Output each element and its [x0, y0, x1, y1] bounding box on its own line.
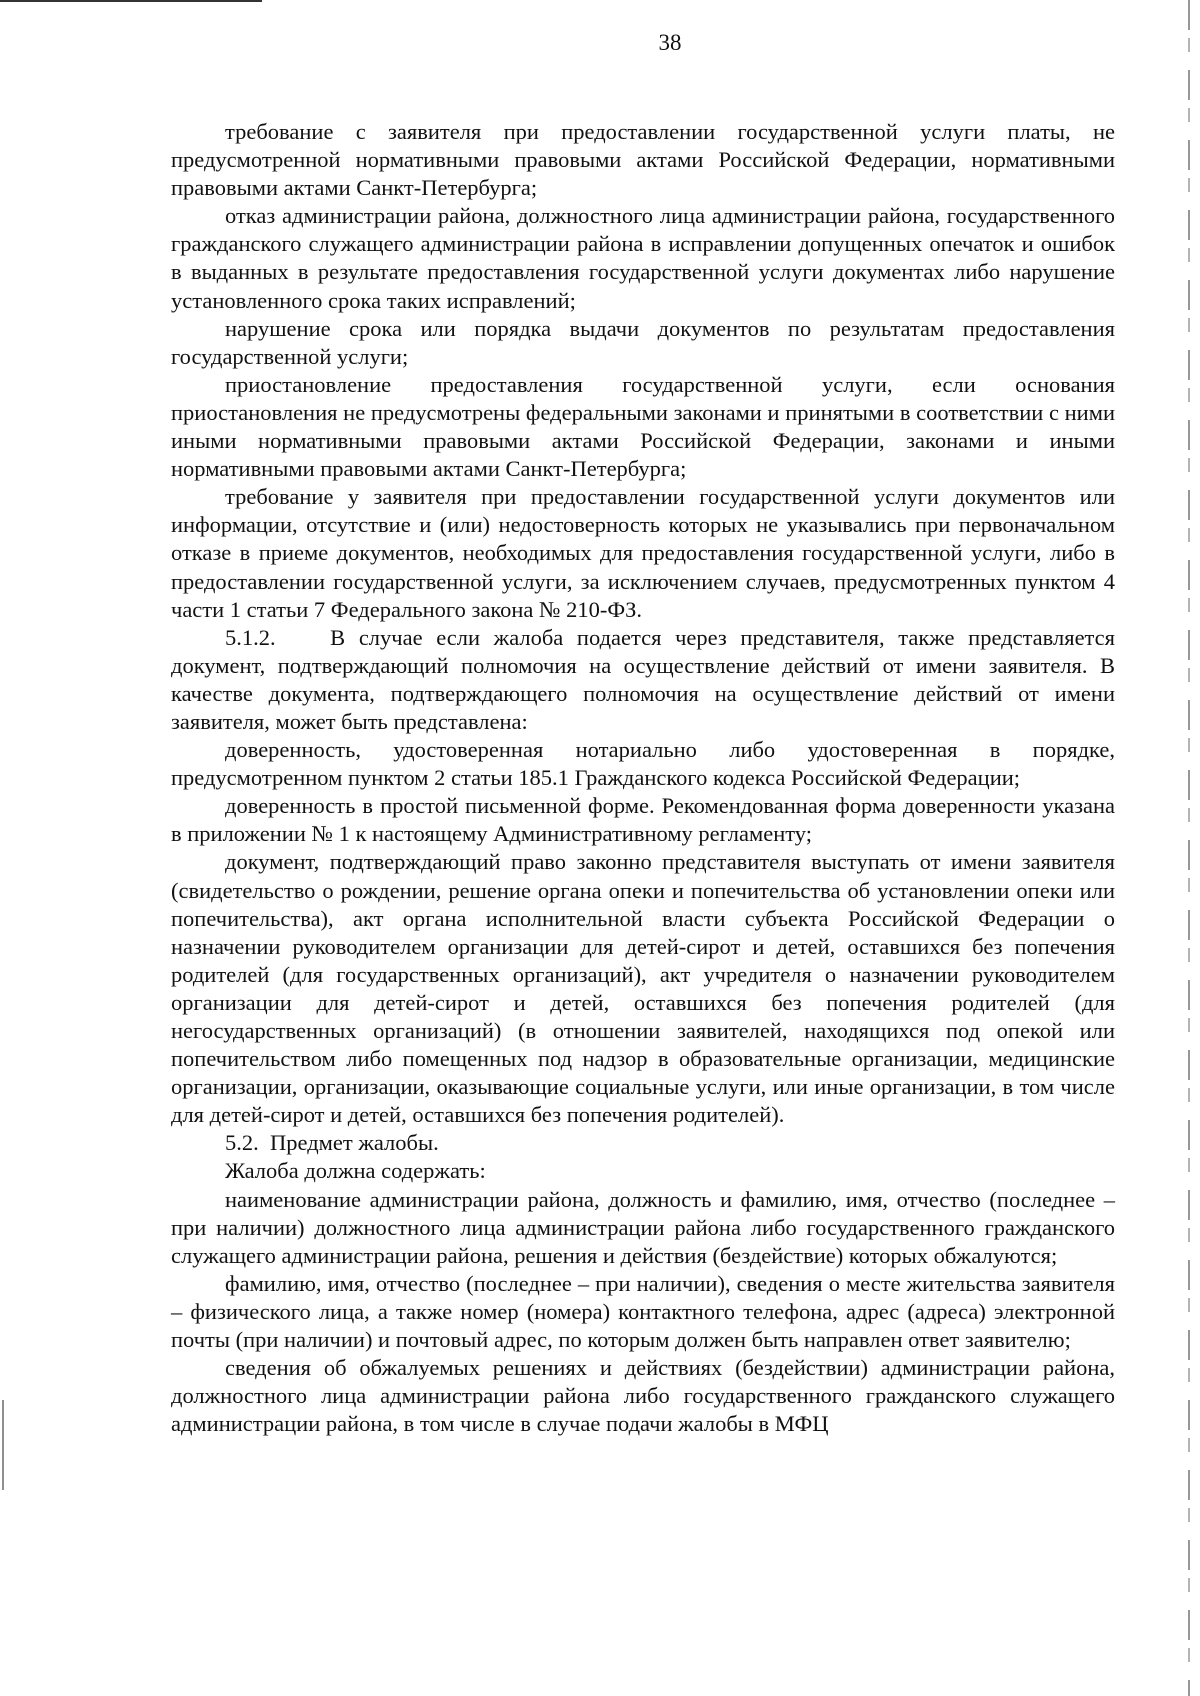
paragraph: сведения об обжалуемых решениях и действиях (бездействии) администрации района, должностного лица администрации района либо государственного гражданского служащего администрации района, в том числе в случае подачи жалобы в МФЦ: [171, 1355, 1115, 1437]
scan-edge-left: [2, 1400, 4, 1490]
top-rule: [0, 0, 262, 2]
body-text: [171, 118, 1115, 1438]
paragraph-5-1-2: 5.1.2. В случае если жалоба подается через представителя, также представляется документ, подтверждающий полномочия на осуществление действий от имени заявителя. В качестве документа, подтверждающего полномочия на осуществление действий от имени заявителя, может быть представлена:: [171, 624, 1115, 734]
paragraph: доверенность в простой письменной форме. Рекомендованная форма доверенности указана в приложении № 1 к настоящему Административному регламенту;: [171, 793, 1115, 847]
paragraph: документ, подтверждающий право законно представителя выступать от имени заявителя (свидетельство о рождении, решение органа опеки и попечительства об установлении опеки или попечительства), акт органа исполнительной власти субъекта Российской Федерации о назначении руководителем организации для детей-сирот и детей, оставшихся без попечения родителей (для государственных организаций), акт учредителя о назначении руководителем организации для детей-сирот и детей, оставшихся без попечения родителей (для негосударственных организаций) (в отношении заявителей, находящихся под опекой или попечительством либо помещенных под надзор в образовательные организации, медицинские организации, организации, оказывающие социальные услуги, или иные организации, в том числе для детей-сирот и детей, оставшихся без попечения родителей).: [171, 849, 1115, 1128]
paragraph: нарушение срока или порядка выдачи документов по результатам предоставления государственной услуги;: [171, 315, 1115, 369]
paragraph: отказ администрации района, должностного лица администрации района, государственного гражданского служащего администрации района в исправлении допущенных опечаток и ошибок в выданных в результате предоставления государственной услуги документах либо нарушение установленного срока таких исправлений;: [171, 203, 1115, 313]
page-number: 38: [658, 30, 682, 55]
scan-edge-right: [1188, 0, 1190, 1696]
paragraph: доверенность, удостоверенная нотариально либо удостоверенная в порядке, предусмотренном пунктом 2 статьи 185.1 Гражданского кодекса Российской Федерации;: [171, 737, 1115, 791]
paragraph: фамилию, имя, отчество (последнее – при наличии), сведения о месте жительства заявителя – физического лица, а также номер (номера) контактного телефона, адрес (адреса) электронной почты (при наличии) и почтовый адрес, по которым должен быть направлен ответ заявителю;: [171, 1270, 1115, 1353]
paragraph: Жалоба должна содержать:: [225, 1158, 486, 1184]
paragraph: требование с заявителя при предоставлении государственной услуги платы, не предусмотренной нормативными правовыми актами Российской Федерации, нормативными правовыми актами Санкт-Петербурга;: [171, 119, 1115, 201]
section-heading-5-2: 5.2. Предмет жалобы.: [225, 1130, 439, 1156]
paragraph: наименование администрации района, должность и фамилию, имя, отчество (последнее – при наличии) должностного лица администрации района либо государственного гражданского служащего администрации района, решения и действия (бездействие) которых обжалуются;: [171, 1186, 1115, 1268]
paragraph: приостановление предоставления государственной услуги, если основания приостановления не предусмотрены федеральными законами и принятыми в соответствии с ними иными нормативными правовыми актами Российской Федерации, законами и иными нормативными правовыми актами Санкт-Петербурга;: [171, 371, 1115, 482]
paragraph: требование у заявителя при предоставлении государственной услуги документов или информации, отсутствие и (или) недостоверность которых не указывались при первоначальном отказе в приеме документов, необходимых для предоставления государственной услуги, либо в предоставлении государственной услуги, за исключением случаев, предусмотренных пунктом 4 части 1 статьи 7 Федерального закона № 210-ФЗ.: [171, 484, 1115, 622]
